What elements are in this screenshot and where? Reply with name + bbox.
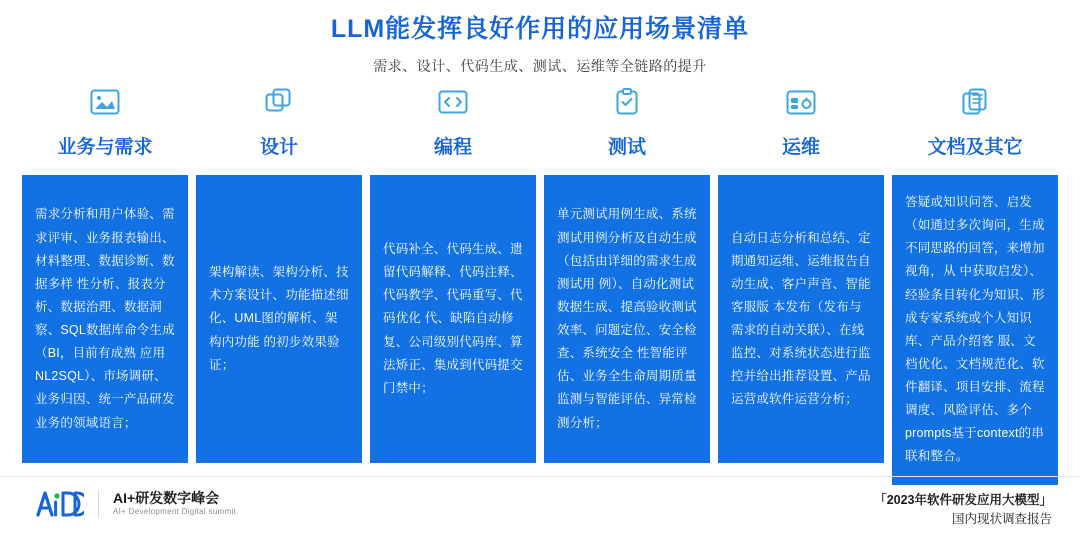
column-design: [196, 86, 362, 485]
column-body: 单元测试用例生成、系统测试用例分析及自动生成（包括由详细的需求生成测试用 例）、自动化测试数据生成、提高验收测试效率、问题定位、安全检查、系统安全 性智能评估、业务全生命周期质量监测与智能评估、异常检测分析；: [557, 207, 697, 430]
scenario-columns: [22, 86, 1058, 485]
document-stack-icon: [958, 86, 992, 118]
column-card: [22, 175, 188, 463]
column-programming: [370, 86, 536, 485]
column-title: 设计: [259, 137, 298, 158]
column-title: 文档及其它: [927, 137, 1023, 158]
footer-brand-title: AI+研发数字峰会: [113, 490, 220, 507]
column-body: 答疑或知识问答、启发（如通过多次询问，生成不同思路的回答，来增加视角，从 中获取启发）、经验条目转化为知识、形成专家系统或个人知识库、产品介绍客 服、文档优化、文档规范化、软件翻译、项目安排、流程调度、风险评估、多个 prompts基于context的串联和整合。: [905, 195, 1045, 464]
column-testing: [544, 86, 710, 485]
column-card: [196, 175, 362, 463]
column-card: [370, 175, 536, 463]
column-body: 自动日志分析和总结、定期通知运维、运维报告自动生成、客户声音、智能客服版 本发布（发布与需求的自动关联）、在线监控、对系统状态进行监控并给出推荐设置、产品运营或软件运营分析；: [731, 230, 871, 407]
column-title: 编程: [433, 137, 472, 158]
page-title: LLM能发挥良好作用的应用场景清单: [330, 15, 750, 43]
column-card: [718, 175, 884, 463]
footer-report-subtitle: 国内现状调查报告: [951, 511, 1052, 526]
column-body: 架构解读、架构分析、技术方案设计、功能描述细化、UML图的解析、架构内功能 的初步效果验证；: [209, 265, 349, 372]
page-subtitle: 需求、设计、代码生成、测试、运维等全链路的提升: [373, 58, 707, 74]
column-title: 测试: [607, 137, 646, 158]
clipboard-check-icon: [610, 86, 644, 118]
footer-report-title: 「2023年软件研发应用大模型」: [874, 493, 1052, 507]
column-documents: [892, 86, 1058, 485]
column-body: 需求分析和用户体验、需求评审、业务报表输出、材料整理、数据诊断、数据多样 性分析、报表分析、数据治理、数据洞察、SQL数据库命令生成（BI，目前有成熟 应用 NL2SQL）、市场调研、业务归因、统一产品研发业务的领域语言；: [35, 207, 175, 430]
column-operations: [718, 86, 884, 485]
footer-report-info: [874, 491, 1052, 529]
column-business: [22, 86, 188, 485]
aidd-logo-icon: [28, 489, 84, 519]
column-card: [544, 175, 710, 463]
column-title: 业务与需求: [57, 137, 153, 158]
dashboard-gear-icon: [784, 86, 818, 118]
column-title: 运维: [781, 137, 820, 158]
code-brackets-icon: [436, 86, 470, 118]
footer-brand: [28, 489, 236, 519]
footer-brand-text: [113, 490, 236, 517]
layers-copy-icon: [262, 86, 296, 118]
column-body: 代码补全、代码生成、遗留代码解释、代码注释、代码教学、代码重写、代码优化 代、缺陷自动修复、公司级别代码库、算法矫正、集成到代码提交门禁中；: [383, 242, 523, 395]
column-card: [892, 175, 1058, 485]
footer-brand-subtitle: AI+ Development Digital summit: [113, 507, 237, 517]
footer-divider: [98, 490, 99, 518]
footer: [0, 476, 1080, 537]
image-chart-icon: [88, 86, 122, 118]
